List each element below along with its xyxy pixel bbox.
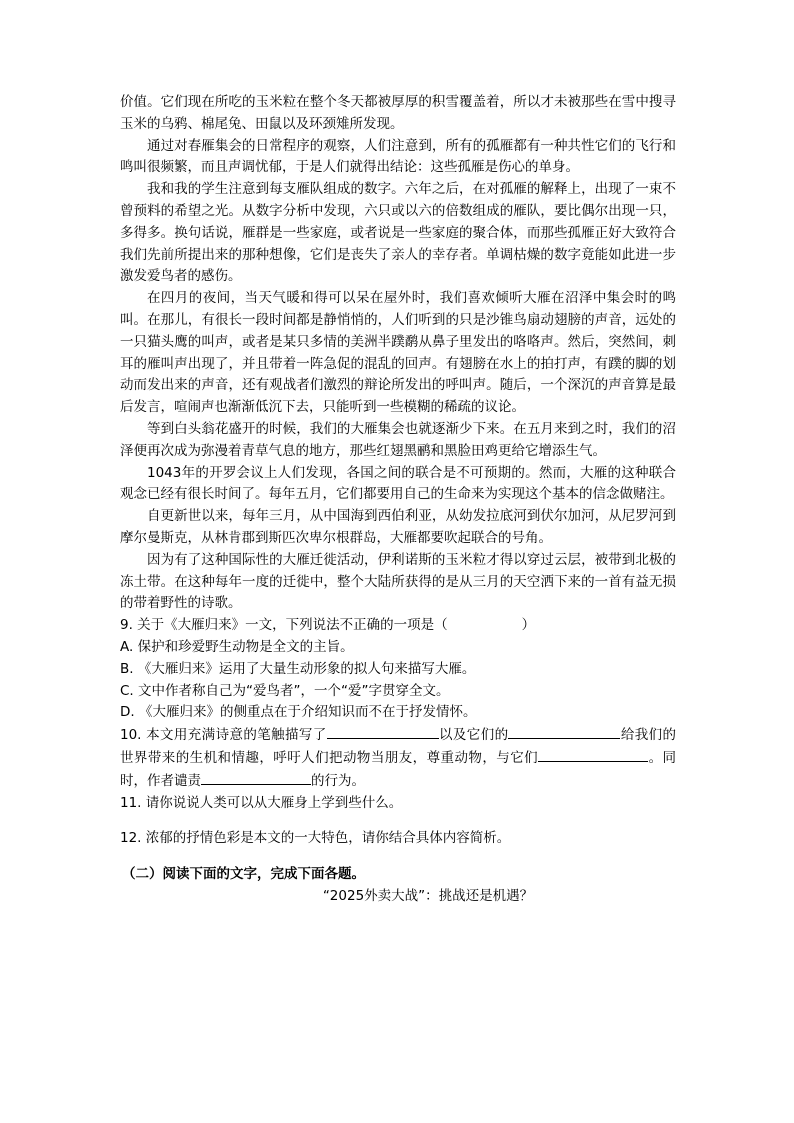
- paragraph-2: 通过对春雁集会的日常程序的观察，人们注意到，所有的孤雁都有一种共性它们的飞行和鸣叫很频繁，而且声调忧郁，于是人们就得出结论：这些孤雁是伤心的单身。: [120, 137, 676, 176]
- question-9: [120, 615, 676, 637]
- blank-2[interactable]: [508, 724, 620, 739]
- question-10-part2: 以及它们的: [438, 727, 509, 744]
- option-b: B. 《大雁归来》运用了大量生动形象的拟人句来描写大雁。: [120, 660, 476, 677]
- paragraph-6: 1043年的开罗会议上人们发现，各国之间的联合是不可预期的。然而，大雁的这种联合观念已经有很长时间了。每年五月，它们都要用自己的生命来为实现这个基本的信念做赌注。: [120, 464, 676, 503]
- paragraph-5: 等到白头翁花盛开的时候，我们的大雁集会也就逐渐少下来。在五月来到之时，我们的沼泽便再次成为弥漫着青草气息的地方，那些红翅黑鹂和黑脸田鸡更给它增添生气。: [120, 420, 676, 459]
- blank-1[interactable]: [327, 724, 439, 739]
- option-c: C. 文中作者称自己为“爱鸟者”，一个“爱”字贯穿全文。: [120, 682, 450, 699]
- paragraph-7: 自更新世以来，每年三月，从中国海到西伯利亚，从幼发拉底河到伏尔加河，从尼罗河到摩尔曼斯克，从林肯郡到斯匹次卑尔根群岛，大雁都要吹起联合的号角。: [120, 508, 676, 546]
- question-10-part5: 的行为。: [311, 772, 365, 789]
- answer-space: [120, 850, 676, 864]
- document-page: [120, 92, 676, 908]
- paragraph-8: 因为有了这种国际性的大雁迁徙活动，伊利诺斯的玉米粒才得以穿过云层，被带到北极的冻土带。在这种每年一度的迁徙中，整个大陆所获得的是从三月的天空洒下来的一首有益无损的带着野性的诗歌。: [120, 551, 676, 612]
- option-d: D. 《大雁归来》的侧重点在于介绍知识而不在于抒发情怀。: [120, 704, 477, 721]
- paragraph-4: 在四月的夜间，当天气暖和得可以呆在屋外时，我们喜欢倾听大雁在沼泽中集会时的鸣叫。在那儿，有很长一段时间都是静悄悄的，人们听到的只是沙锥鸟扇动翅膀的声音，远处的一只猫头鹰的叫声，或者是某只多情的美洲半蹼鹬从鼻子里发出的咯咯声。然后，突然间，刺耳的雁叫声出现了，并且带着一阵急促的混乱的回声。有翅膀在水上的拍打声，有蹼的脚的划动而发出来的声音，还有观战者们激烈的辩论所发出的呼叫声。随后，一个深沉的声音算是最后发言，喧闹声也渐渐低沉下去，只能听到一些模糊的稀疏的议论。: [120, 290, 676, 416]
- blank-3[interactable]: [538, 747, 648, 762]
- question-12: 12. 浓郁的抒情色彩是本文的一大特色，请你结合具体内容简析。: [120, 830, 511, 847]
- question-9-stem: 9. 关于《大雁归来》一文，下列说法不正确的一项是（: [120, 617, 448, 634]
- article-title: “2025外卖大战”：挑战还是机遇？: [322, 887, 534, 904]
- question-10-part4: 。同时，作者谴责: [120, 749, 676, 789]
- question-11: 11. 请你说说人类可以从大雁身上学到些什么。: [120, 794, 403, 811]
- section-heading: （二）阅读下面的文字，完成下面各题。: [122, 866, 365, 883]
- paragraph-3: 我和我的学生注意到每支雁队组成的数字。六年之后，在对孤雁的解释上，出现了一束不曾预料的希望之光。从数字分析中发现，六只或以六的倍数组成的雁队，要比偶尔出现一只，多得多。换句话说，雁群是一些家庭，或者说是一些家庭的聚合体，而那些孤雁正好大致符合我们先前所提出来的那种想像，它们是丧失了亲人的幸存者。单调枯燥的数字竟能如此进一步激发爱鸟者的感伤。: [120, 181, 676, 285]
- question-10: [120, 724, 676, 792]
- paragraph-1: 价值。它们现在所吃的玉米粒在整个冬天都被厚厚的积雪覆盖着，所以才未被那些在雪中搜寻玉米的乌鸦、棉尾兔、田鼠以及环颈雉所发现。: [120, 94, 676, 132]
- question-10-part3: 给我们的世界带来的生机和情趣，呼吁人们把动物当朋友，尊重动物，与它们: [120, 727, 677, 766]
- question-10-part1: 10. 本文用充满诗意的笔触描写了: [120, 727, 327, 744]
- answer-space: [120, 814, 676, 828]
- blank-4[interactable]: [201, 770, 311, 785]
- question-9-stem-end: ）: [521, 617, 536, 634]
- option-a: A. 保护和珍爱野生动物是全文的主旨。: [120, 638, 354, 655]
